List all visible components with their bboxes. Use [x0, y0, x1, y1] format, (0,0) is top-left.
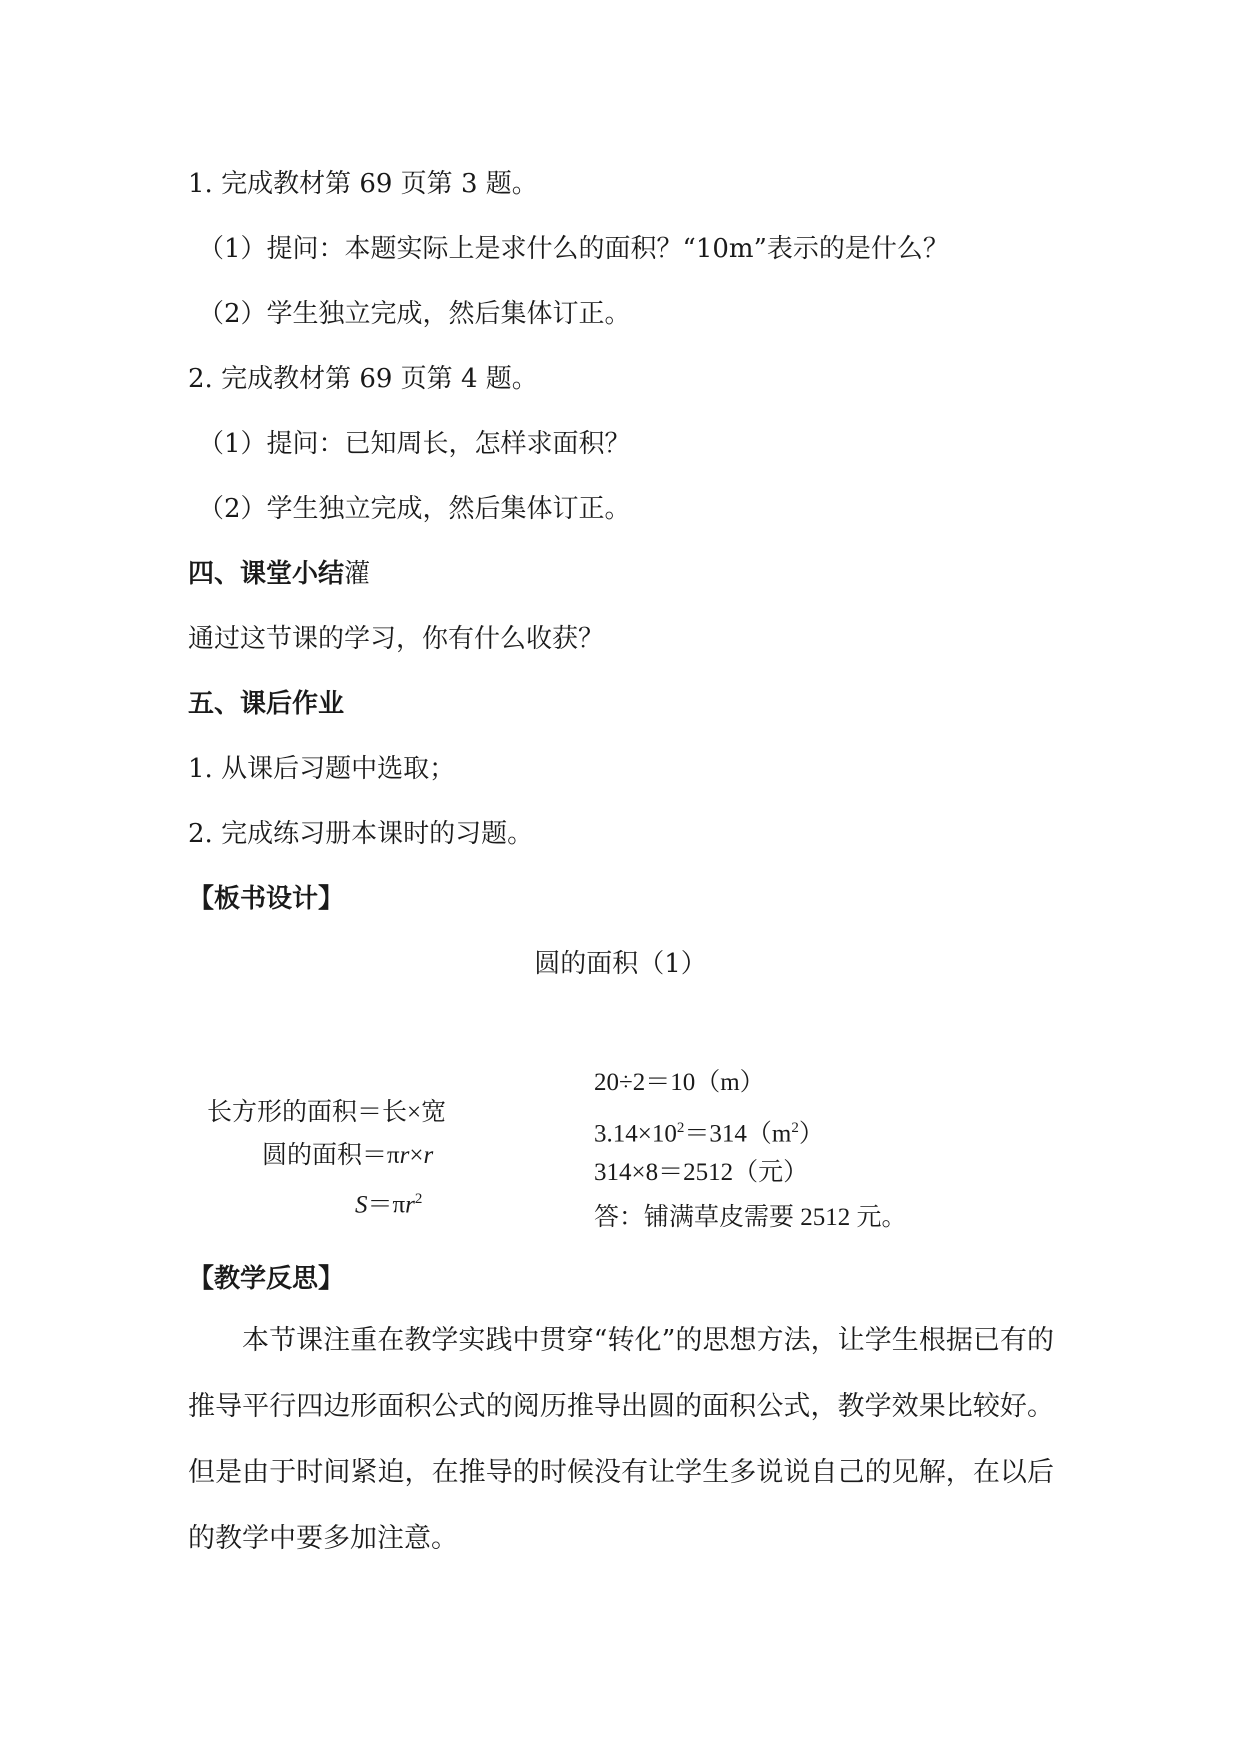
reflection-text: 本节课注重在教学实践中贯穿“转化”的思想方法，让学生根据已有的推导平行四边形面积公式的阅历推导出圆的面积公式，教学效果比较好。但是由于时间紧迫，在推导的时候没有让学生多说说自己的见解，在以后的教学中要多加注意。: [188, 1325, 1054, 1554]
homework-heading: 五、课后作业: [188, 689, 345, 719]
board-design-heading: 【板书设计】: [188, 884, 345, 914]
formula-var-r: r: [399, 1142, 410, 1169]
reflection-heading: 【教学反思】: [188, 1264, 345, 1294]
practice-item-1: 1. 完成教材第 69 页第 3 题。: [188, 169, 538, 199]
formula-text: 圆的面积＝π: [262, 1142, 400, 1169]
calc-exponent: 2: [676, 1120, 685, 1136]
reflection-paragraph: [188, 1308, 1054, 1572]
board-right-answer: 答：铺满草皮需要 2512 元。: [594, 1204, 907, 1231]
summary-heading-tail: 灌: [344, 559, 371, 589]
practice-item-2: 2. 完成教材第 69 页第 4 题。: [188, 364, 538, 394]
formula-times: ×: [409, 1142, 424, 1169]
summary-heading: [188, 557, 370, 591]
practice-item-2-question: （1）提问：已知周长，怎样求面积？: [198, 429, 631, 459]
board-right-calc-2: [594, 1112, 824, 1150]
calc-unit-exponent: 2: [791, 1120, 799, 1136]
practice-item-2-instruction: （2）学生独立完成，然后集体订正。: [198, 494, 631, 524]
formula-var-s: S: [355, 1191, 368, 1219]
calc-text: 3.14×10: [594, 1120, 677, 1148]
board-right-calc-1: 20÷2＝10（m）: [594, 1069, 765, 1096]
practice-item-1-question: （1）提问：本题实际上是求什么的面积？“10m”表示的是什么？: [198, 234, 949, 264]
board-title: 圆的面积（1）: [534, 949, 707, 979]
board-left-formula-2: [262, 1140, 433, 1172]
summary-text: 通过这节课的学习，你有什么收获？: [188, 624, 605, 654]
calc-text: ＝314（m: [684, 1120, 792, 1148]
formula-var-r: r: [405, 1191, 415, 1219]
board-right-calc-3: 314×8＝2512（元）: [594, 1159, 809, 1186]
formula-exponent: 2: [414, 1191, 423, 1207]
formula-var-r: r: [423, 1142, 434, 1169]
board-left-formula-1: 长方形的面积＝长×宽: [207, 1099, 447, 1126]
board-left-formula-3: [355, 1183, 422, 1221]
calc-text: ）: [798, 1120, 824, 1148]
formula-text: ＝π: [367, 1191, 406, 1219]
homework-item-1: 1. 从课后习题中选取；: [188, 754, 456, 784]
homework-item-2: 2. 完成练习册本课时的习题。: [188, 819, 534, 849]
practice-item-1-instruction: （2）学生独立完成，然后集体订正。: [198, 299, 631, 329]
summary-heading-text: 四、课堂小结: [188, 559, 345, 589]
